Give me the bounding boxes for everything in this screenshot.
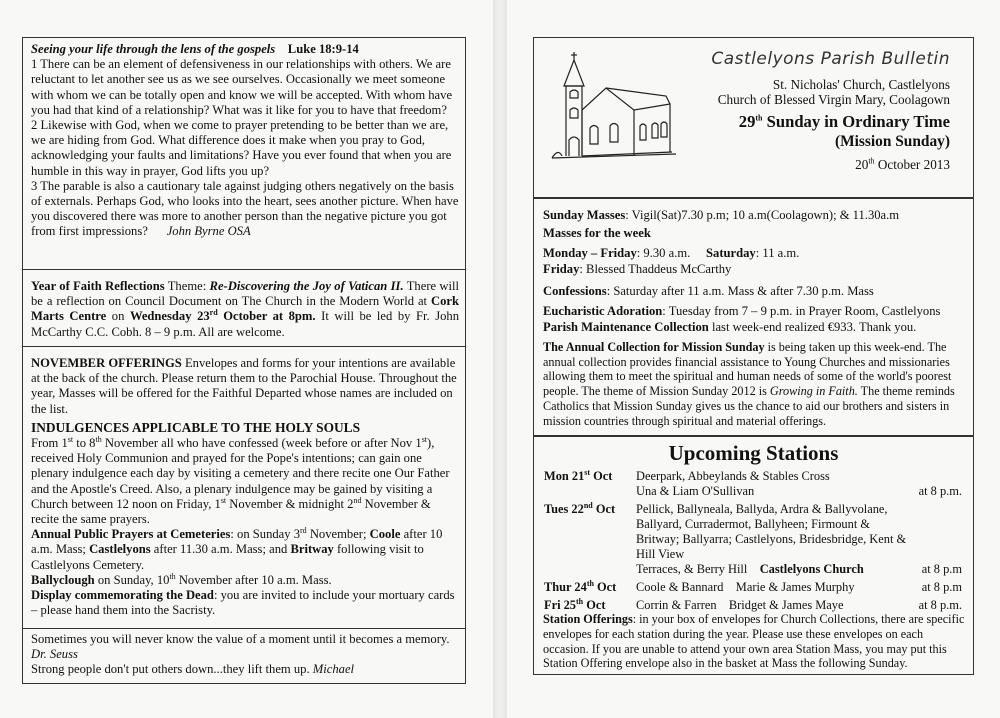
masses-week-label: Masses for the week — [543, 226, 651, 241]
station-date: Fri 25th Oct — [544, 596, 606, 612]
faith-on: on — [111, 309, 125, 324]
church-name-1: St. Nicholas' Church, Castlelyons — [772, 77, 950, 93]
divider — [22, 628, 466, 629]
faith-label: Year of Faith Reflections — [31, 279, 165, 293]
year-of-faith-section — [31, 279, 459, 340]
quote-2: Strong people don't put others down...they lift them up. — [31, 662, 310, 677]
station-locations: Pellick, Ballyneala, Ballyda, Ardra & Ballyvolane, Ballyard, Curradermot, Ballyheen; Firmount & Britway; Ballyarra; Castlelyons, Bridesbridge, Kent & Hill View Terraces, & Berry Hill Castlelyons Church — [636, 502, 910, 576]
divider — [22, 346, 466, 347]
divider — [22, 269, 466, 270]
faith-text-2: It will be led by Fr. John McCarthy C.C. Cobh. 8 – 9 p.m. All are welcome. — [31, 309, 459, 339]
station-time: at 8 p.m — [921, 562, 962, 576]
sunday-masses: Sunday Masses: Vigil(Sat)7.30 p.m; 10 a.m(Coolagown); & 11.30a.m — [543, 208, 900, 222]
november-text: Envelopes and forms for your intentions are available at the back of the church. Please return them to the Parochial House. Throughout the year, Masses will be offered for the Faithful Departed whose names are included on the list. — [31, 356, 457, 416]
station-time: at 8 p.m. — [918, 598, 962, 612]
confessions: Confessions: Saturday after 11 a.m. Mass & after 7.30 p.m. Mass — [543, 283, 874, 298]
weekday-masses: Monday – Friday: 9.30 a.m. Saturday: 11 a.m. — [543, 245, 800, 260]
faith-venue: Cork Marts Centre — [31, 294, 459, 324]
gospel-title: Seeing your life through the lens of the gospels — [31, 42, 276, 56]
bulletin-date: 20th October 2013 — [855, 156, 950, 172]
quote-1-author: Dr. Seuss — [31, 647, 78, 662]
station-time: at 8 p.m. — [918, 484, 962, 498]
quotes-section — [31, 632, 459, 678]
stations-title: Upcoming Stations — [668, 441, 839, 465]
indulgences-text: From 1st to 8th November all who have confessed (week before or after Nov 1st), received Holy Communion and prayed for the Pope's intentions; can gain one plenary indulgence each day by visiting a cemetery and there recite one Our Father and the Apostle's Creed. Also, a plenary indulgence may be gained by visiting a Church between 12 noon on Friday, 1st November & midnight 2nd November & recite the same prayers. — [31, 434, 450, 527]
station-row — [544, 469, 962, 499]
station-date: Mon 21st Oct — [544, 467, 613, 483]
faith-theme: Re-Discovering the Joy of Vatican II. — [209, 279, 404, 293]
sunday-title: 29th Sunday in Ordinary Time — [738, 111, 950, 131]
gospel-point-1: 1 There can be an element of defensiveness in our relationships with others. We are reluctant to let another see us as we see ourselves. Occasionally we meet someone with whom we can be totally open and know we will be accepted. With whom have you had that kind of a relationship? What was it like for you to have that freedom? — [31, 57, 453, 117]
faith-date-b: October at 8pm. — [223, 309, 316, 324]
friday-mass: Friday: Blessed Thaddeus McCarthy — [543, 262, 732, 277]
bulletin-header — [680, 49, 964, 172]
quote-2-author: Michael — [312, 662, 355, 677]
church-illustration — [548, 48, 678, 160]
maintenance-collection: Parish Maintenance Collection last week-end realized €933. Thank you. — [543, 320, 917, 335]
station-locations: Corrin & Farren Bridget & James Maye — [636, 598, 844, 612]
quote-1: Sometimes you will never know the value of a moment until it becomes a memory. — [31, 632, 450, 646]
page-fold — [493, 0, 507, 718]
ballyclough-prayers: Ballyclough on Sunday, 10th November after 10 a.m. Mass. — [31, 571, 332, 587]
gospel-point-2: 2 Likewise with God, when we come to prayer pretending to be better than we are, we are hiding from God. What difference does it make when you pray to God, acknowledging your faults and limitations? Have you ever found that when you are humble in this way in prayer, God lifts you up? — [31, 118, 452, 178]
station-locations: Coole & Bannard Marie & James Murphy — [636, 580, 855, 594]
faith-text-1: There will be a reflection on Council Document on The Church in the Modern World at — [31, 279, 460, 309]
station-time: at 8 p.m — [921, 580, 962, 594]
stations-table — [544, 469, 962, 613]
gospel-author: John Byrne OSA — [166, 224, 251, 239]
eucharistic-adoration: Eucharistic Adoration: Tuesday from 7 – 9 p.m. in Prayer Room, Castlelyons — [543, 304, 941, 319]
mission-sunday: (Mission Sunday) — [834, 132, 950, 150]
display-commemoration: Display commemorating the Dead: you are invited to include your mortuary cards – please hand them into the Sacristy. — [31, 588, 455, 618]
station-row — [544, 502, 962, 577]
station-row — [544, 598, 962, 613]
gospel-reference: Luke 18:9-14 — [287, 42, 359, 56]
faith-date-sup: rd — [209, 308, 218, 318]
station-locations: Deerpark, Abbeylands & Stables Cross Una & Liam O'Sullivan — [636, 469, 830, 498]
indulgences-title: INDULGENCES APPLICABLE TO THE HOLY SOULS — [31, 419, 361, 435]
station-row — [544, 580, 962, 595]
faith-date: Wednesday 23 — [129, 309, 210, 324]
november-section — [31, 356, 459, 618]
faith-theme-prefix: Theme: — [167, 279, 207, 293]
masses-section — [543, 207, 967, 429]
cemetery-prayers: Annual Public Prayers at Cemeteries: on Sunday 3rd November; Coole after 10 a.m. Mass; Castlelyons after 11.30 a.m. Mass; and Britway following visit to Castlelyons Cemetery. — [31, 526, 443, 572]
station-date: Tues 22nd Oct — [544, 500, 616, 516]
gospel-section — [31, 42, 459, 240]
gospel-point-3: 3 The parable is also a cautionary tale against judging others negatively on the basis of externals. Perhaps God, who looks into the heart, sees another picture. When have you discovered there was more to another person than the negative picture you got from first impressions? — [31, 178, 459, 239]
station-offerings: Station Offerings: in your box of envelopes for Church Collections, there are specific envelopes for each station during the year. Please use these envelopes on each occasion. If you are unable to attend your own area Station Mass, you may put this Station Offering envelope also in the basket at Mass the following Sunday. — [543, 612, 965, 671]
station-date: Thur 24th Oct — [544, 578, 617, 594]
church-name-2: Church of Blessed Virgin Mary, Coolagown — [717, 92, 950, 108]
mission-collection: The Annual Collection for Mission Sunday is being taken up this week-end. The annual collection provides financial assistance to Young Churches and missionaries allowing them to meet the spiritual and human needs of some of the world's poorest people. The theme of Mission Sunday 2012 is Growing in Faith. The theme reminds Catholics that Mission Sunday gives us the chance to aid our brothers and sisters in mission countries through spiritual and material offerings. — [543, 339, 955, 428]
bulletin-title: Castlelyons Parish Bulletin — [711, 49, 950, 69]
november-label: NOVEMBER OFFERINGS — [31, 356, 182, 370]
